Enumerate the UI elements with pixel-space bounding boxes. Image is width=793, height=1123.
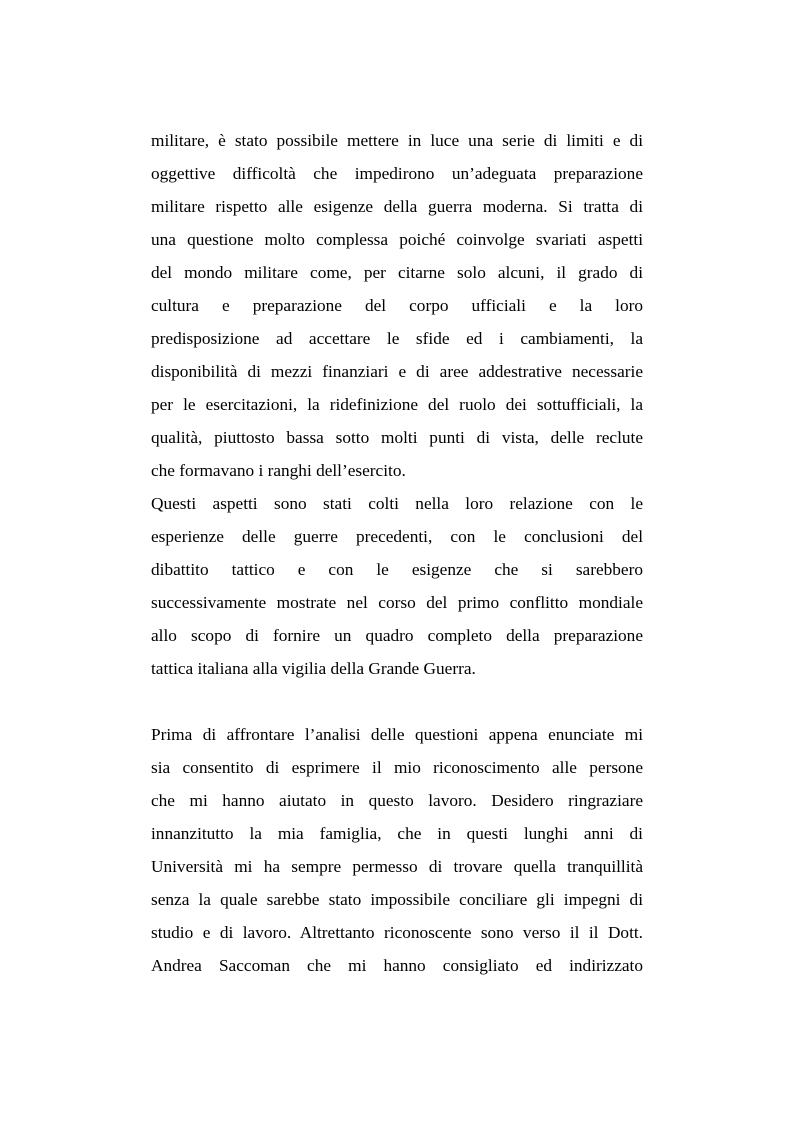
text-line: che mi hanno aiutato in questo lavoro. Desidero ringraziare [151,791,643,810]
text-line: disponibilità di mezzi finanziari e di aree addestrative necessarie [151,362,643,381]
paragraph-gap [151,685,643,718]
body-text [151,124,643,982]
text-line: del mondo militare come, per citarne solo alcuni, il grado di [151,263,643,282]
text-line: tattica italiana alla vigilia della Grande Guerra. [151,659,476,678]
text-line: cultura e preparazione del corpo ufficiali e la loro [151,296,643,315]
text-line: dibattito tattico e con le esigenze che si sarebbero [151,560,643,579]
paragraph [151,124,643,487]
text-line: militare rispetto alle esigenze della guerra moderna. Si tratta di [151,197,643,216]
text-line: predisposizione ad accettare le sfide ed i cambiamenti, la [151,329,643,348]
text-line: per le esercitazioni, la ridefinizione del ruolo dei sottufficiali, la [151,395,643,414]
text-line: militare, è stato possibile mettere in luce una serie di limiti e di [151,131,643,150]
text-line: senza la quale sarebbe stato impossibile conciliare gli impegni di [151,890,643,909]
text-line: sia consentito di esprimere il mio riconoscimento alle persone [151,758,643,777]
text-line: Prima di affrontare l’analisi delle questioni appena enunciate mi [151,725,643,744]
paragraph [151,718,643,982]
text-line: qualità, piuttosto bassa sotto molti punti di vista, delle reclute [151,428,643,447]
text-line: esperienze delle guerre precedenti, con le conclusioni del [151,527,643,546]
text-line: oggettive difficoltà che impedirono un’adeguata preparazione [151,164,643,183]
text-line: studio e di lavoro. Altrettanto riconoscente sono verso il il Dott. [151,923,643,942]
text-line: una questione molto complessa poiché coinvolge svariati aspetti [151,230,643,249]
text-line: Andrea Saccoman che mi hanno consigliato ed indirizzato [151,956,643,975]
text-line: Questi aspetti sono stati colti nella loro relazione con le [151,494,643,513]
text-line: successivamente mostrate nel corso del primo conflitto mondiale [151,593,643,612]
text-line: Università mi ha sempre permesso di trovare quella tranquillità [151,857,643,876]
paragraph [151,487,643,685]
text-line: allo scopo di fornire un quadro completo della preparazione [151,626,643,645]
text-line: che formavano i ranghi dell’esercito. [151,461,406,480]
text-line: innanzitutto la mia famiglia, che in questi lunghi anni di [151,824,643,843]
